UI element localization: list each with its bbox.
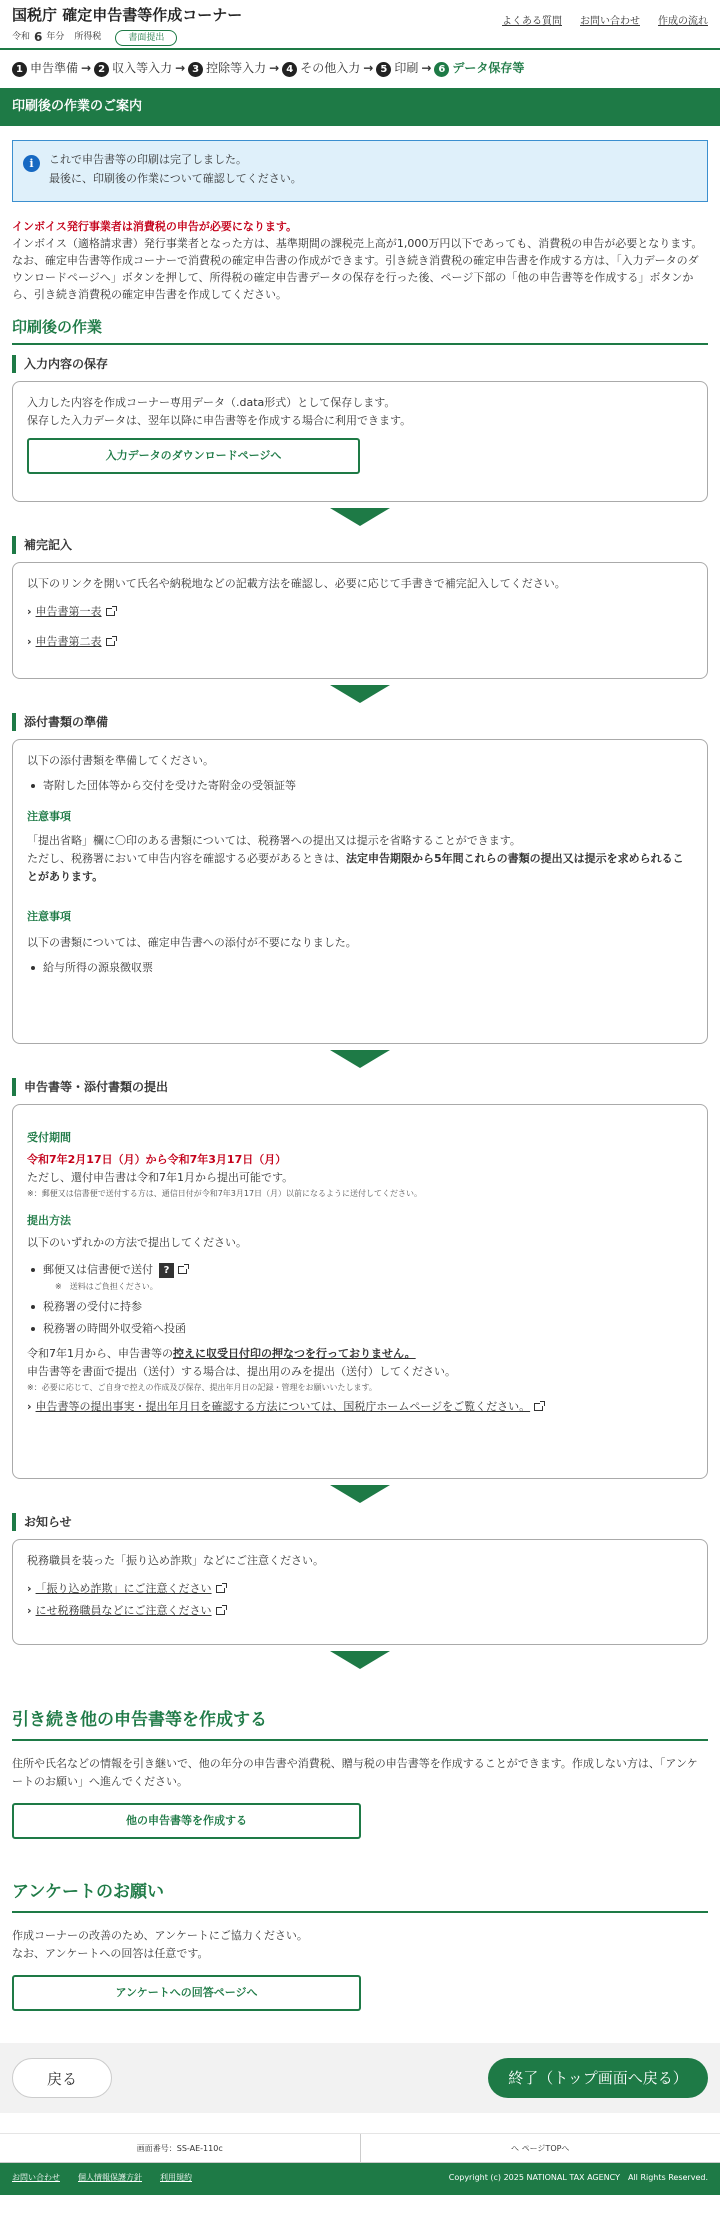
fraud-text: 税務職員を装った「振り込め詐欺」などにご注意ください。 — [27, 1554, 324, 1567]
completion-info-box — [12, 140, 708, 202]
submit-heading: 申告書等・添付書類の提出 — [12, 1078, 708, 1096]
info-line-2: 最後に、印刷後の作業について確認してください。 — [49, 172, 302, 185]
invoice-alert: インボイス発行事業者は消費税の申告が必要になります。 — [12, 220, 298, 233]
method-heading: 提出方法 — [27, 1214, 71, 1227]
footer-privacy-link[interactable]: 個人情報保護方針 — [78, 2173, 142, 2183]
note1-text-2b: 法定申告期限から5年間これらの書類の提出又は提示を求められることがあります。 — [27, 852, 684, 883]
contact-link[interactable]: お問い合わせ — [580, 16, 640, 27]
step-label: その他入力 — [300, 61, 361, 76]
site-footer — [0, 2163, 720, 2195]
supplement-heading: 補完記入 — [12, 536, 708, 554]
note1-text-2a: ただし、税務署において申告内容を確認する必要があるときは、 — [27, 852, 346, 865]
save-text-1: 入力した内容を作成コーナー専用データ（.data形式）として保存します。 — [27, 396, 396, 409]
survey-button[interactable]: アンケートへの回答ページへ — [12, 1975, 361, 2011]
list-item: 寄附した団体等から交付を受けた寄附金の受領証等 — [27, 776, 693, 796]
step-5 — [376, 59, 418, 78]
stamp-notice — [27, 1345, 693, 1363]
other-returns-text: 住所や氏名などの情報を引き継いで、他の年分の申告書や消費税、贈与税の申告書等を作成することができます。作成しない方は、「アンケートのお願い」へ進んでください。 — [12, 1757, 698, 1789]
step-3 — [188, 59, 266, 78]
step-label: データ保存等 — [452, 61, 525, 76]
chevron-right-icon: › — [27, 1582, 32, 1595]
create-other-returns-button[interactable]: 他の申告書等を作成する — [12, 1803, 361, 1839]
arrow-right-icon: → — [81, 61, 92, 76]
chevron-right-icon: › — [27, 635, 32, 648]
down-arrow-icon — [330, 1485, 390, 1503]
chevron-right-icon: › — [27, 1604, 32, 1617]
fraud-link-row-2[interactable] — [27, 1602, 693, 1620]
chevron-right-icon: › — [27, 605, 32, 618]
down-arrow-icon — [330, 508, 390, 526]
page-top-link[interactable]: へ ページTOPへ — [511, 2143, 570, 2153]
stamp-note: ※：必要に応じて、ご自身で控えの作成及び保存、提出年月日の記録・管理をお願いいたします。 — [27, 1383, 377, 1392]
submission-proof-link[interactable]: 申告書等の提出事実・提出年月日を確認する方法については、国税庁ホームページをご覧ください。 — [35, 1400, 531, 1413]
arrow-right-icon: → — [269, 61, 280, 76]
refund-note: ただし、還付申告書は令和7年1月から提出可能です。 — [27, 1171, 294, 1184]
era-prefix: 令和 — [12, 32, 31, 43]
period-heading: 受付期間 — [27, 1131, 71, 1144]
note2-heading: 注意事項 — [27, 910, 71, 923]
chevron-right-icon: › — [27, 1400, 32, 1413]
form1-link[interactable]: 申告書第一表 — [35, 605, 102, 618]
attach-list — [27, 776, 693, 796]
arrow-right-icon: → — [421, 61, 432, 76]
step-label: 申告準備 — [30, 61, 79, 76]
method-mail-label: 郵便又は信書便で送付 — [43, 1263, 153, 1276]
footer-navigation — [0, 2043, 720, 2113]
other-returns-heading: 引き続き他の申告書等を作成する — [12, 1707, 708, 1741]
step-number: 2 — [94, 62, 109, 77]
header-links — [502, 14, 708, 30]
step-number: 1 — [12, 62, 27, 77]
note1-text-1: 「提出省略」欄に〇印のある書類については、税務署への提出又は提示を省略することができます。 — [27, 834, 521, 847]
external-link-icon — [216, 1585, 225, 1593]
external-link-icon — [216, 1607, 225, 1615]
info-icon: i — [23, 155, 40, 172]
flow-link[interactable]: 作成の流れ — [658, 16, 708, 27]
step-label: 印刷 — [394, 61, 419, 76]
list-item: 給与所得の源泉徴収票 — [27, 958, 693, 978]
method-mail — [27, 1260, 693, 1293]
notice-heading: お知らせ — [12, 1513, 708, 1531]
stamp-text-b: 控えに収受日付印の押なつを行っておりません。 — [173, 1347, 416, 1360]
fraud-link-2[interactable]: にせ税務職員などにご注意ください — [35, 1604, 212, 1617]
download-data-button[interactable]: 入力データのダウンロードページへ — [27, 438, 360, 474]
header — [0, 0, 720, 50]
screen-number: 画面番号：SS-AE-110c — [0, 2134, 361, 2162]
supplement-text: 以下のリンクを開いて氏名や納税地などの記載方法を確認し、必要に応じて手書きで補完記入してください。 — [27, 577, 566, 590]
save-heading: 入力内容の保存 — [12, 355, 708, 373]
arrow-right-icon: → — [175, 61, 186, 76]
step-label: 収入等入力 — [112, 61, 173, 76]
step-4 — [282, 59, 360, 78]
supplement-box — [12, 562, 708, 679]
era-suffix: 年分 — [46, 32, 65, 43]
attach-box — [12, 739, 708, 1044]
step-1 — [12, 59, 78, 78]
step-label: 控除等入力 — [206, 61, 267, 76]
fraud-link-1[interactable]: 「振り込め詐欺」にご注意ください — [35, 1582, 212, 1595]
back-button[interactable]: 戻る — [12, 2058, 112, 2098]
progress-steps — [0, 50, 720, 88]
method-counter: 税務署の受付に持参 — [27, 1297, 693, 1317]
step-number: 4 — [282, 62, 297, 77]
info-line-1: これで申告書等の印刷は完了しました。 — [49, 153, 247, 166]
form1-link-row[interactable] — [27, 603, 693, 621]
fraud-notice-box — [12, 1539, 708, 1645]
help-icon[interactable]: ? — [159, 1263, 174, 1278]
down-arrow-icon — [330, 1050, 390, 1068]
step-number: 6 — [434, 62, 449, 77]
copyright: Copyright (c) 2025 NATIONAL TAX AGENCY All Rights Reserved. — [448, 2173, 708, 2183]
page-info-row — [0, 2133, 720, 2163]
work-heading: 印刷後の作業 — [12, 315, 708, 345]
attach-intro: 以下の添付書類を準備してください。 — [27, 754, 214, 767]
submission-badge: 書面提出 — [115, 30, 177, 46]
step-6-current — [434, 59, 524, 78]
external-link-icon — [106, 608, 115, 616]
not-required-list — [27, 958, 693, 978]
external-link-icon — [106, 638, 115, 646]
invoice-text-2: なお、確定申告書等作成コーナーで消費税の確定申告書の作成ができます。引き続き消費税の確定申告書を作成する方は、「入力データのダウンロードページへ」ボタンを押して、所得税の確定申告書データの保存を行った後、ページ下部の「他の申告書等を作成する」ボタンから、引き続き消費税の確定申告書を作成してください。 — [12, 254, 699, 301]
form2-link[interactable]: 申告書第二表 — [35, 635, 102, 648]
attach-heading: 添付書類の準備 — [12, 713, 708, 731]
method-list — [27, 1260, 693, 1339]
tax-type: 所得税 — [74, 32, 102, 43]
finish-button[interactable]: 終了（トップ画面へ戻る） — [488, 2058, 708, 2098]
note2-text: 以下の書類については、確定申告書への添付が不要になりました。 — [27, 936, 357, 949]
method-intro: 以下のいずれかの方法で提出してください。 — [27, 1236, 247, 1249]
tax-year — [12, 28, 708, 47]
postage-note: ※ 送料はご負担ください。 — [55, 1282, 158, 1291]
invoice-notice — [12, 218, 708, 303]
external-link-icon — [534, 1403, 543, 1411]
method-box: 税務署の時間外収受箱へ投函 — [27, 1319, 693, 1339]
page-title: 印刷後の作業のご案内 — [0, 88, 720, 126]
step-number: 5 — [376, 62, 391, 77]
era-number: 6 — [34, 30, 43, 44]
step-number: 3 — [188, 62, 203, 77]
survey-text-1: 作成コーナーの改善のため、アンケートにご協力ください。 — [12, 1929, 308, 1943]
note1-text-2 — [27, 850, 693, 886]
down-arrow-icon — [330, 685, 390, 703]
down-arrow-icon — [330, 1651, 390, 1669]
submission-proof-link-row[interactable] — [27, 1398, 693, 1416]
survey-text-2: なお、アンケートへの回答は任意です。 — [12, 1946, 209, 1960]
submission-period: 令和7年2月17日（月）から令和7年3月17日（月） — [27, 1153, 287, 1166]
stamp-text-a: 令和7年1月から、申告書等の — [27, 1347, 173, 1360]
note1-heading: 注意事項 — [27, 810, 71, 823]
save-text-2: 保存した入力データは、翌年以降に申告書等を作成する場合に利用できます。 — [27, 414, 412, 427]
faq-link[interactable]: よくある質問 — [502, 16, 562, 27]
step-2 — [94, 59, 172, 78]
submit-box — [12, 1104, 708, 1479]
fraud-link-row-1[interactable] — [27, 1580, 693, 1598]
arrow-right-icon: → — [363, 61, 374, 76]
save-box — [12, 381, 708, 502]
form2-link-row[interactable] — [27, 633, 693, 651]
app-title: 国税庁 確定申告書等作成コーナー — [12, 6, 243, 24]
survey-heading: アンケートのお願い — [12, 1879, 708, 1913]
external-link-icon — [178, 1266, 187, 1274]
mail-note: ※：郵便又は信書便で送付する方は、通信日付が令和7年3月17日（月）以前になるように送付してください。 — [27, 1189, 423, 1198]
footer-contact-link[interactable]: お問い合わせ — [12, 2173, 60, 2183]
stamp-text-c: 申告書等を書面で提出（送付）する場合は、提出用のみを提出（送付）してください。 — [27, 1365, 456, 1378]
footer-terms-link[interactable]: 利用規約 — [160, 2173, 192, 2183]
invoice-text-1: インボイス（適格請求書）発行事業者となった方は、基準期間の課税売上高が1,000万円以下であっても、消費税の申告が必要となります。 — [12, 237, 703, 250]
